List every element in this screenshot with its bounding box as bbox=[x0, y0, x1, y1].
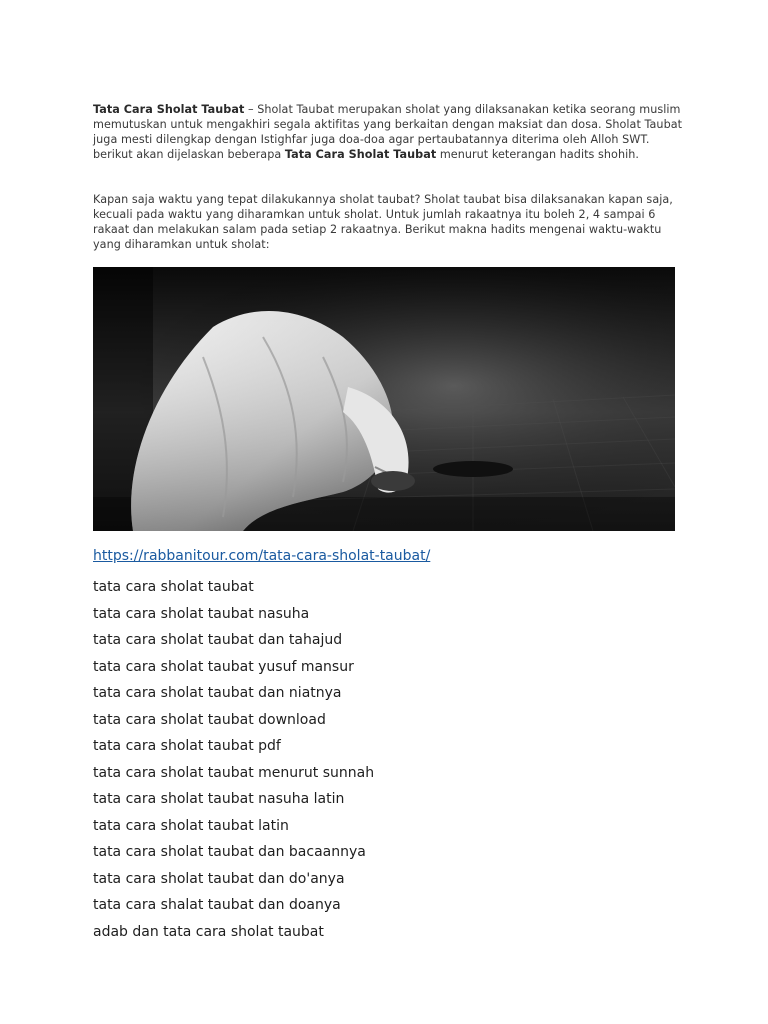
intro-text-part-2: menurut keterangan hadits shohih. bbox=[436, 148, 639, 161]
intro-text-part-1: – Sholat Taubat merupakan sholat yang dilaksanakan ketika seorang muslim memutuskan untuk mengakhiri segala aktifitas yang berkaitan dengan maksiat dan dosa. Sholat Taubat juga mesti dilengkap dengan Istighfar juga doa-doa agar pertaubatannya diterima oleh Alloh SWT. berikut akan dijelaskan beberapa bbox=[93, 103, 683, 161]
intro-bold-title: Tata Cara Sholat Taubat bbox=[93, 103, 245, 116]
list-item: tata cara sholat taubat menurut sunnah bbox=[93, 764, 375, 781]
list-item: tata cara sholat taubat bbox=[93, 579, 254, 595]
source-link[interactable]: https://rabbanitour.com/tata-cara-sholat-taubat/ bbox=[93, 548, 431, 564]
list-item: adab dan tata cara sholat taubat bbox=[93, 923, 324, 940]
intro-bold-inline: Tata Cara Sholat Taubat bbox=[284, 148, 437, 161]
list-item: tata cara sholat taubat nasuha bbox=[93, 605, 310, 622]
keyword-list bbox=[93, 574, 374, 945]
list-item: tata cara sholat taubat dan bacaannya bbox=[93, 844, 366, 860]
list-item: tata cara sholat taubat download bbox=[93, 711, 326, 728]
list-item: tata cara shalat taubat dan doanya bbox=[93, 897, 341, 913]
intro-paragraph bbox=[93, 102, 683, 162]
list-item: tata cara sholat taubat dan tahajud bbox=[93, 632, 343, 648]
list-item: tata cara sholat taubat latin bbox=[93, 817, 289, 834]
list-item: tata cara sholat taubat nasuha latin bbox=[93, 791, 345, 807]
prostration-photo bbox=[93, 267, 675, 531]
list-item: tata cara sholat taubat pdf bbox=[93, 738, 281, 754]
timing-paragraph: Kapan saja waktu yang tepat dilakukannya sholat taubat? Sholat taubat bisa dilaksanakan kapan saja, kecuali pada waktu yang diharamkan untuk sholat. Untuk jumlah rakaatnya itu boleh 2, 4 sampai 6 rakaat dan melakukan salam pada setiap 2 rakaatnya. Berikut makna hadits mengenai waktu-waktu yang diharamkan untuk sholat: bbox=[93, 193, 673, 251]
list-item: tata cara sholat taubat dan do'anya bbox=[93, 870, 345, 887]
list-item: tata cara sholat taubat dan niatnya bbox=[93, 685, 342, 701]
list-item: tata cara sholat taubat yusuf mansur bbox=[93, 658, 354, 675]
